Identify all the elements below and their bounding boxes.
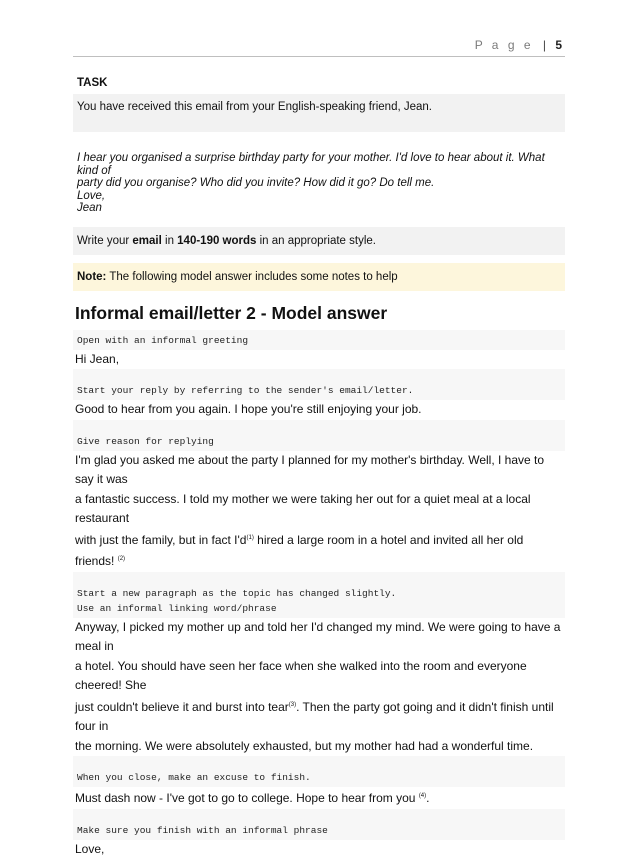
email-line: Jean xyxy=(77,202,561,215)
task-instruction xyxy=(73,227,565,255)
letter-line: I'm glad you asked me about the party I planned for my mother's birthday. Well, I have to say it was xyxy=(73,451,565,490)
page-label: P a g e xyxy=(475,38,534,52)
task-title: TASK xyxy=(73,72,565,94)
instruction-text: in an appropriate style. xyxy=(256,235,376,247)
letter-line xyxy=(73,787,565,809)
annotation-note: Give reason for replying xyxy=(73,431,565,451)
letter-text: hired a large room in a hotel and invited all her old friends! xyxy=(75,533,523,569)
annotation-note: Start your reply by referring to the sender's email/letter. xyxy=(73,380,565,400)
task-prompt-text: You have received this email from your English-speaking friend, Jean. xyxy=(77,101,432,113)
footnote-marker: (1) xyxy=(246,535,253,541)
note-box xyxy=(73,263,565,291)
page-separator: | xyxy=(543,38,546,52)
instruction-text: Write your xyxy=(77,235,132,247)
letter-text: . Then the party got going and it didn't finish until four in xyxy=(75,700,554,734)
letter-line xyxy=(73,529,565,572)
annotation-note: Make sure you finish with an informal phrase xyxy=(73,820,565,840)
letter-line: a hotel. You should have seen her face when she walked into the room and everyone cheered! She xyxy=(73,657,565,696)
footnote-marker: (4) xyxy=(419,793,426,799)
letter-line xyxy=(73,696,565,737)
annotation-note: Open with an informal greeting xyxy=(73,330,565,350)
instruction-bold: email xyxy=(132,235,161,247)
spacer xyxy=(73,132,565,146)
letter-text: just couldn't believe it and burst into tear xyxy=(75,700,289,714)
annotation-note: When you close, make an excuse to finish. xyxy=(73,767,565,787)
spacer xyxy=(73,420,565,431)
task-prompt xyxy=(73,94,565,132)
annotation-note: Use an informal linking word/phrase xyxy=(73,601,565,618)
email-quote xyxy=(73,146,565,221)
header-rule xyxy=(73,56,565,57)
instruction-text: in xyxy=(162,235,177,247)
page-number: 5 xyxy=(555,38,562,52)
email-line: party did you organise? Who did you invite? How did it go? Do tell me. xyxy=(77,177,561,190)
letter-line: the morning. We were absolutely exhausted, but my mother had had a wonderful time. xyxy=(73,737,565,757)
spacer xyxy=(73,756,565,767)
note-text: The following model answer includes some notes to help xyxy=(106,271,397,283)
spacer xyxy=(73,255,565,263)
spacer xyxy=(73,369,565,380)
document-body xyxy=(73,72,565,859)
email-line: I hear you organised a surprise birthday party for your mother. I'd love to hear about it. What kind of xyxy=(77,152,561,177)
footnote-marker: (3) xyxy=(289,702,296,708)
note-label: Note: xyxy=(77,271,106,283)
letter-line: Love, xyxy=(73,840,565,859)
letter-line: Hi Jean, xyxy=(73,350,565,370)
footnote-marker: (2) xyxy=(118,556,125,562)
instruction-bold: 140-190 words xyxy=(177,235,256,247)
page-title: Informal email/letter 2 - Model answer xyxy=(73,297,565,330)
letter-line: Anyway, I picked my mother up and told her I'd changed my mind. We were going to have a meal in xyxy=(73,618,565,657)
email-line: Love, xyxy=(77,190,561,203)
letter-text: Must dash now - I've got to go to college. Hope to hear from you xyxy=(75,791,419,805)
letter-text: with just the family, but in fact I'd xyxy=(75,533,246,547)
page-header xyxy=(475,38,562,52)
letter-line: a fantastic success. I told my mother we were taking her out for a quiet meal at a local restaurant xyxy=(73,490,565,529)
letter-text: . xyxy=(426,791,429,805)
annotation-note: Start a new paragraph as the topic has changed slightly. xyxy=(73,583,565,601)
spacer xyxy=(73,572,565,583)
letter-line: Good to hear from you again. I hope you're still enjoying your job. xyxy=(73,400,565,420)
spacer xyxy=(73,809,565,820)
